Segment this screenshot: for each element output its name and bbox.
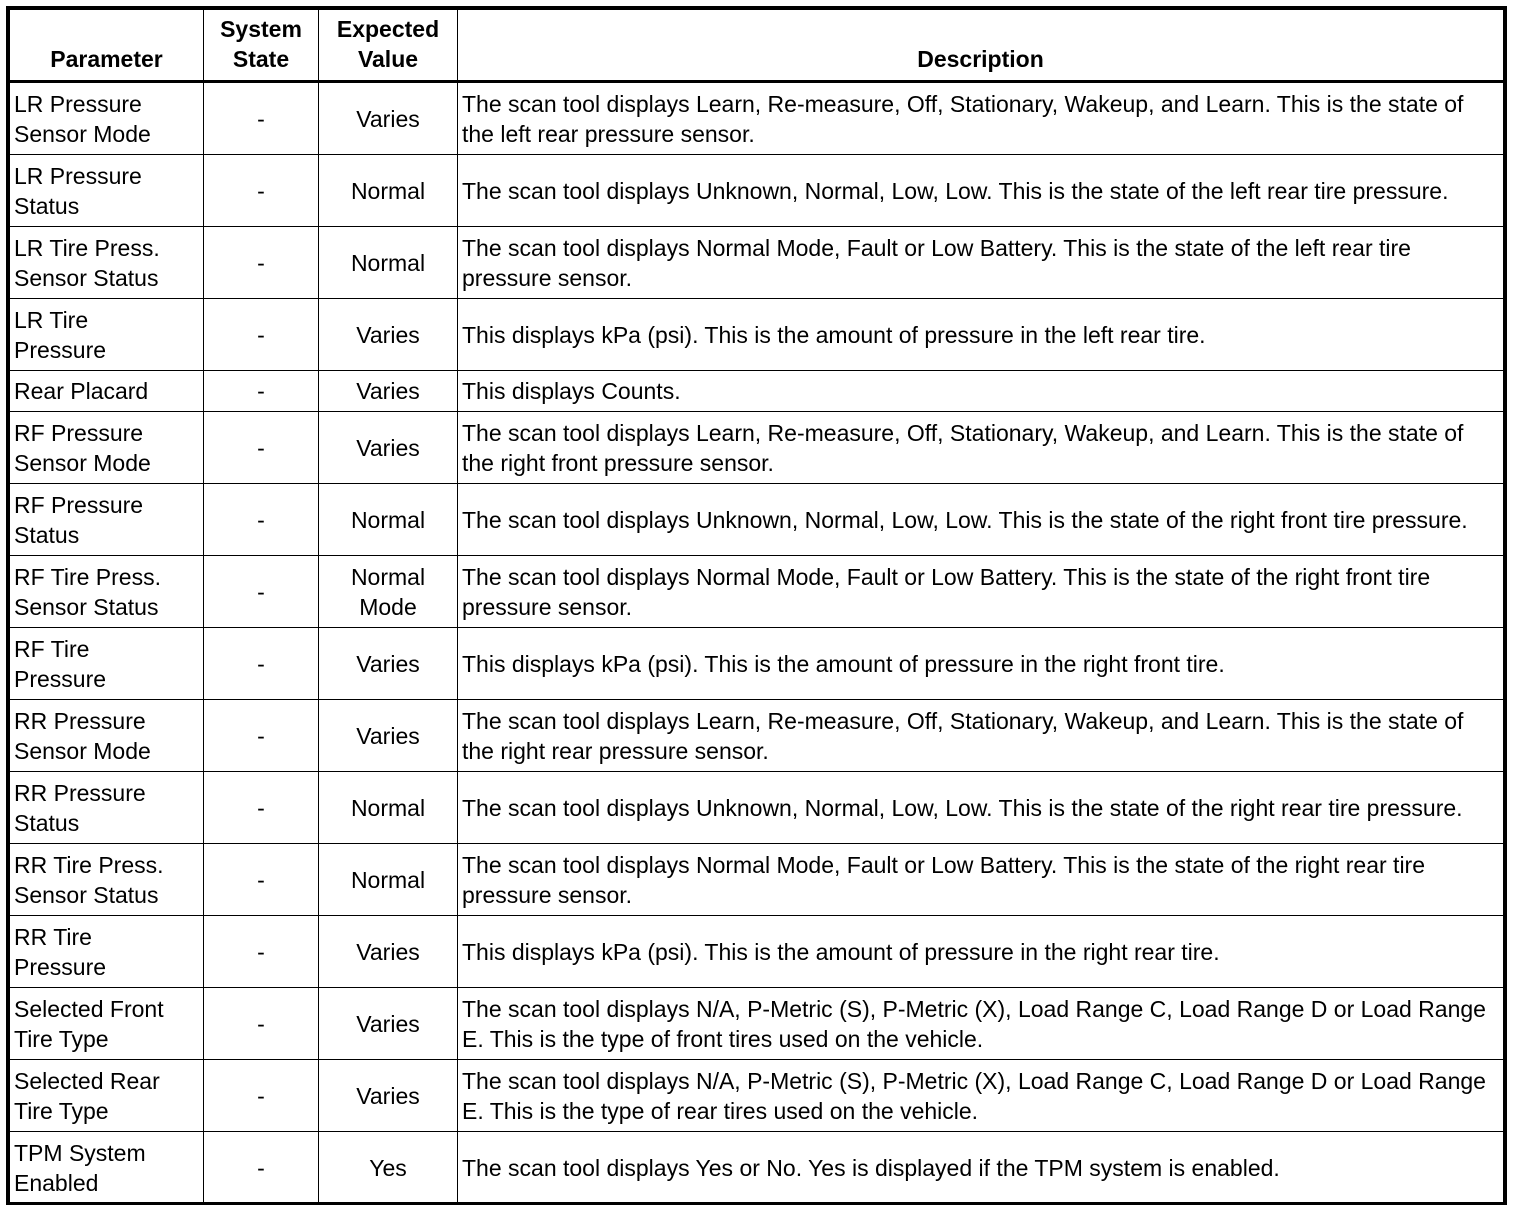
table-row — [10, 556, 1504, 628]
system-state-cell: - — [204, 556, 319, 628]
parameter-cell: LR Pressure Status — [10, 155, 204, 227]
header-system-state: System State — [204, 10, 319, 82]
parameter-cell: LR Tire Pressure — [10, 299, 204, 371]
table-row — [10, 916, 1504, 988]
system-state-cell: - — [204, 988, 319, 1060]
description-cell: The scan tool displays Normal Mode, Fault or Low Battery. This is the state of the left rear tire pressure sensor. — [458, 227, 1504, 299]
parameter-cell: Selected Rear Tire Type — [10, 1060, 204, 1132]
parameter-cell: LR Tire Press. Sensor Status — [10, 227, 204, 299]
system-state-cell: - — [204, 82, 319, 155]
description-cell: The scan tool displays Unknown, Normal, Low, Low. This is the state of the left rear tire pressure. — [458, 155, 1504, 227]
header-description: Description — [458, 10, 1504, 82]
description-cell: This displays kPa (psi). This is the amount of pressure in the right rear tire. — [458, 916, 1504, 988]
expected-value-cell: Varies — [319, 412, 458, 484]
system-state-cell: - — [204, 628, 319, 700]
header-expected-value: Expected Value — [319, 10, 458, 82]
description-cell: The scan tool displays Learn, Re-measure, Off, Stationary, Wakeup, and Learn. This is the state of the right rear pressure sensor. — [458, 700, 1504, 772]
table-row — [10, 700, 1504, 772]
table-row — [10, 988, 1504, 1060]
expected-value-cell: Varies — [319, 916, 458, 988]
system-state-cell: - — [204, 412, 319, 484]
table-row — [10, 299, 1504, 371]
expected-value-cell: Varies — [319, 371, 458, 412]
expected-value-cell: Varies — [319, 82, 458, 155]
table-header-row — [10, 10, 1504, 82]
description-cell: The scan tool displays Unknown, Normal, Low, Low. This is the state of the right front tire pressure. — [458, 484, 1504, 556]
description-cell: The scan tool displays Yes or No. Yes is displayed if the TPM system is enabled. — [458, 1132, 1504, 1204]
description-cell: This displays Counts. — [458, 371, 1504, 412]
system-state-cell: - — [204, 844, 319, 916]
description-cell: The scan tool displays Learn, Re-measure, Off, Stationary, Wakeup, and Learn. This is the state of the right front pressure sensor. — [458, 412, 1504, 484]
parameter-table — [9, 9, 1504, 1204]
expected-value-cell: Normal — [319, 484, 458, 556]
expected-value-cell: Normal — [319, 772, 458, 844]
system-state-cell: - — [204, 916, 319, 988]
table-row — [10, 484, 1504, 556]
table-row — [10, 844, 1504, 916]
table-row — [10, 628, 1504, 700]
parameter-cell: RR Tire Press. Sensor Status — [10, 844, 204, 916]
parameter-cell: RR Pressure Status — [10, 772, 204, 844]
table-row — [10, 412, 1504, 484]
table-row — [10, 371, 1504, 412]
description-cell: The scan tool displays N/A, P-Metric (S), P-Metric (X), Load Range C, Load Range D or Load Range E. This is the type of rear tires used on the vehicle. — [458, 1060, 1504, 1132]
table-row — [10, 155, 1504, 227]
table-row — [10, 1060, 1504, 1132]
parameter-cell: RR Tire Pressure — [10, 916, 204, 988]
system-state-cell: - — [204, 371, 319, 412]
table-body — [10, 82, 1504, 1204]
description-cell: This displays kPa (psi). This is the amount of pressure in the left rear tire. — [458, 299, 1504, 371]
expected-value-cell: Varies — [319, 700, 458, 772]
parameter-cell: RF Pressure Status — [10, 484, 204, 556]
description-cell: This displays kPa (psi). This is the amount of pressure in the right front tire. — [458, 628, 1504, 700]
parameter-cell: Rear Placard — [10, 371, 204, 412]
expected-value-cell: Yes — [319, 1132, 458, 1204]
parameter-cell: LR Pressure Sensor Mode — [10, 82, 204, 155]
table-row — [10, 227, 1504, 299]
description-cell: The scan tool displays Learn, Re-measure, Off, Stationary, Wakeup, and Learn. This is the state of the left rear pressure sensor. — [458, 82, 1504, 155]
header-parameter: Parameter — [10, 10, 204, 82]
expected-value-cell: Normal — [319, 844, 458, 916]
expected-value-cell: Varies — [319, 1060, 458, 1132]
expected-value-cell: Normal Mode — [319, 556, 458, 628]
expected-value-cell: Varies — [319, 628, 458, 700]
parameter-cell: RF Tire Pressure — [10, 628, 204, 700]
system-state-cell: - — [204, 299, 319, 371]
system-state-cell: - — [204, 227, 319, 299]
system-state-cell: - — [204, 772, 319, 844]
parameter-cell: RF Pressure Sensor Mode — [10, 412, 204, 484]
parameter-cell: RR Pressure Sensor Mode — [10, 700, 204, 772]
parameter-cell: RF Tire Press. Sensor Status — [10, 556, 204, 628]
description-cell: The scan tool displays N/A, P-Metric (S), P-Metric (X), Load Range C, Load Range D or Load Range E. This is the type of front tires used on the vehicle. — [458, 988, 1504, 1060]
expected-value-cell: Normal — [319, 155, 458, 227]
expected-value-cell: Normal — [319, 227, 458, 299]
table-row — [10, 82, 1504, 155]
description-cell: The scan tool displays Unknown, Normal, Low, Low. This is the state of the right rear tire pressure. — [458, 772, 1504, 844]
description-cell: The scan tool displays Normal Mode, Fault or Low Battery. This is the state of the right front tire pressure sensor. — [458, 556, 1504, 628]
expected-value-cell: Varies — [319, 988, 458, 1060]
parameter-table-frame — [6, 6, 1507, 1205]
system-state-cell: - — [204, 1060, 319, 1132]
system-state-cell: - — [204, 1132, 319, 1204]
table-row — [10, 1132, 1504, 1204]
expected-value-cell: Varies — [319, 299, 458, 371]
table-row — [10, 772, 1504, 844]
system-state-cell: - — [204, 484, 319, 556]
system-state-cell: - — [204, 155, 319, 227]
description-cell: The scan tool displays Normal Mode, Fault or Low Battery. This is the state of the right rear tire pressure sensor. — [458, 844, 1504, 916]
system-state-cell: - — [204, 700, 319, 772]
parameter-cell: TPM System Enabled — [10, 1132, 204, 1204]
parameter-cell: Selected Front Tire Type — [10, 988, 204, 1060]
